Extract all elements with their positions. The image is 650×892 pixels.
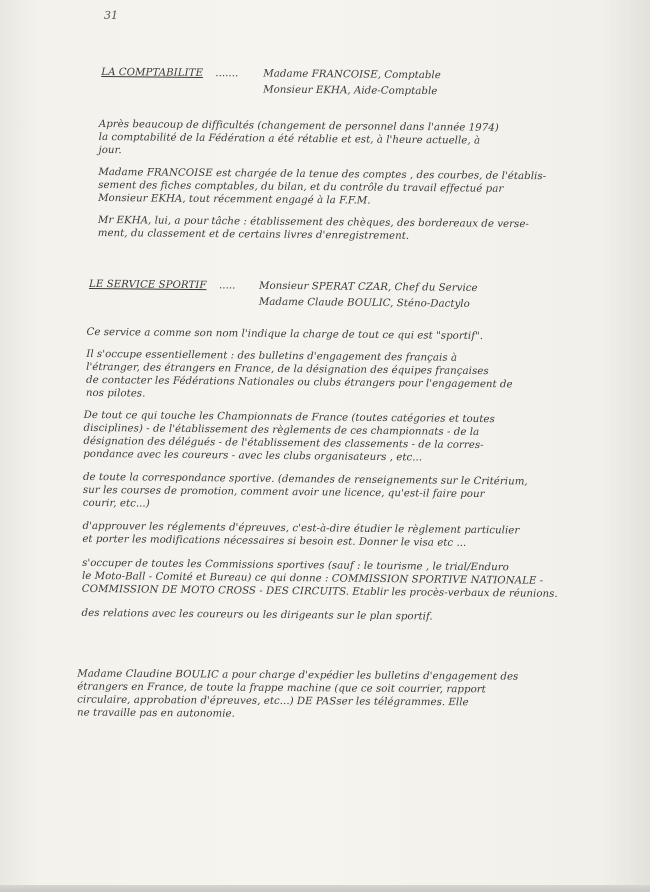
service-sportif-p5-line: s'occuper de toutes les Commissions sportives (sauf : le tourisme , le trial/Enduro [82, 557, 509, 574]
service-sportif-p1-line: nos pilotes. [85, 387, 146, 400]
service-sportif-p1-line: Il s'occupe essentiellement : des bulletins d'engagement des français à [86, 348, 458, 364]
service-sportif-p3-line: sur les courses de promotion, comment avoir une licence, qu'est-il faire pour [82, 484, 485, 501]
service-sportif-p5-line: COMMISSION DE MOTO CROSS - DES CIRCUITS. Etablir les procès-verbaux de réunions. [81, 583, 558, 600]
service-sportif-p2-line: désignation des délégués - de l'établissement des classements - de la corres- [83, 435, 484, 452]
comptabilite-p2-line: Monsieur EKHA, tout récemment engagé à la F.F.M. [98, 192, 371, 207]
comptabilite-person-1: Madame FRANCOISE, Comptable [263, 68, 441, 82]
service-sportif-person-2: Madame Claude BOULIC, Sténo-Dactylo [258, 296, 470, 310]
service-sportif-p3-line: courir, etc...) [82, 497, 150, 510]
boulic-line: étrangers en France, de toute la frappe machine (que ce soit courrier, rapport [77, 681, 486, 696]
boulic-line: Madame Claudine BOULIC a pour charge d'expédier les bulletins d'engagement des [77, 668, 519, 683]
comptabilite-dots: ....... [215, 68, 239, 80]
comptabilite-p2-line: Madame FRANCOISE est chargée de la tenue des comptes , des courbes, de l'établis- [98, 166, 547, 183]
comptabilite-p2-line: sement des fiches comptables, du bilan, et du contrôle du travail effectué par [98, 179, 504, 195]
boulic-line: circulaire, approbation d'épreuves, etc...) DE PASser les télégrammes. Elle [77, 694, 469, 709]
service-sportif-p1-line: de contacter les Fédérations Nationales ou clubs étrangers pour l'engagement de [85, 374, 513, 391]
comptabilite-p1-line: Après beaucoup de difficultés (changement de personnel dans l'année 1974) [98, 118, 499, 134]
service-sportif-p2-line: disciplines) - de l'établissement des règlements de ces championnats - de la [83, 422, 480, 439]
service-sportif-p5-line: le Moto-Ball - Comité et Bureau) ce qui donne : COMMISSION SPORTIVE NATIONALE - [81, 570, 544, 587]
page-bottom-edge [0, 885, 650, 892]
service-sportif-p2-line: pondance avec les coureurs - avec les clubs organisateurs , etc... [83, 448, 423, 464]
service-sportif-p3-line: de toute la correspondance sportive. (demandes de renseignements sur le Critérium, [82, 471, 528, 488]
service-sportif-p4-line: d'approuver les réglements d'épreuves, c'est-à-dire étudier le règlement particulier [82, 520, 520, 537]
comptabilite-person-2: Monsieur EKHA, Aide-Comptable [263, 84, 438, 98]
comptabilite-p3-line: Mr EKHA, lui, a pour tâche : établissement des chèques, des bordereaux de verse- [97, 214, 529, 231]
service-sportif-title: LE SERVICE SPORTIF [88, 278, 207, 292]
service-sportif-dots: ..... [218, 280, 236, 292]
service-sportif-p6: des relations avec les coureurs ou les dirigeants sur le plan sportif. [81, 607, 433, 623]
service-sportif-p1-line: l'étranger, des étrangers en France, de la désignation des équipes françaises [86, 361, 489, 378]
comptabilite-p1-line: la comptabilité de la Fédération a été rétablie et est, à l'heure actuelle, à [98, 131, 481, 147]
service-sportif-person-1: Monsieur SPERAT CZAR, Chef du Service [258, 280, 478, 295]
service-sportif-p4-line: et porter les modifications nécessaires si besoin est. Donner le visa etc ... [82, 533, 467, 549]
comptabilite-p3-line: ment, du classement et de certains livres d'enregistrement. [97, 227, 410, 242]
page-number: 31 [104, 9, 118, 22]
comptabilite-title: LA COMPTABILITE [101, 66, 204, 79]
service-sportif-intro: Ce service a comme son nom l'indique la charge de tout ce qui est "sportif". [86, 326, 484, 343]
comptabilite-p1-line: jour. [98, 144, 122, 157]
boulic-line: ne travaille pas en autonomie. [76, 707, 235, 720]
service-sportif-p2-line: De tout ce qui touche les Championnats de France (toutes catégories et toutes [83, 409, 495, 426]
